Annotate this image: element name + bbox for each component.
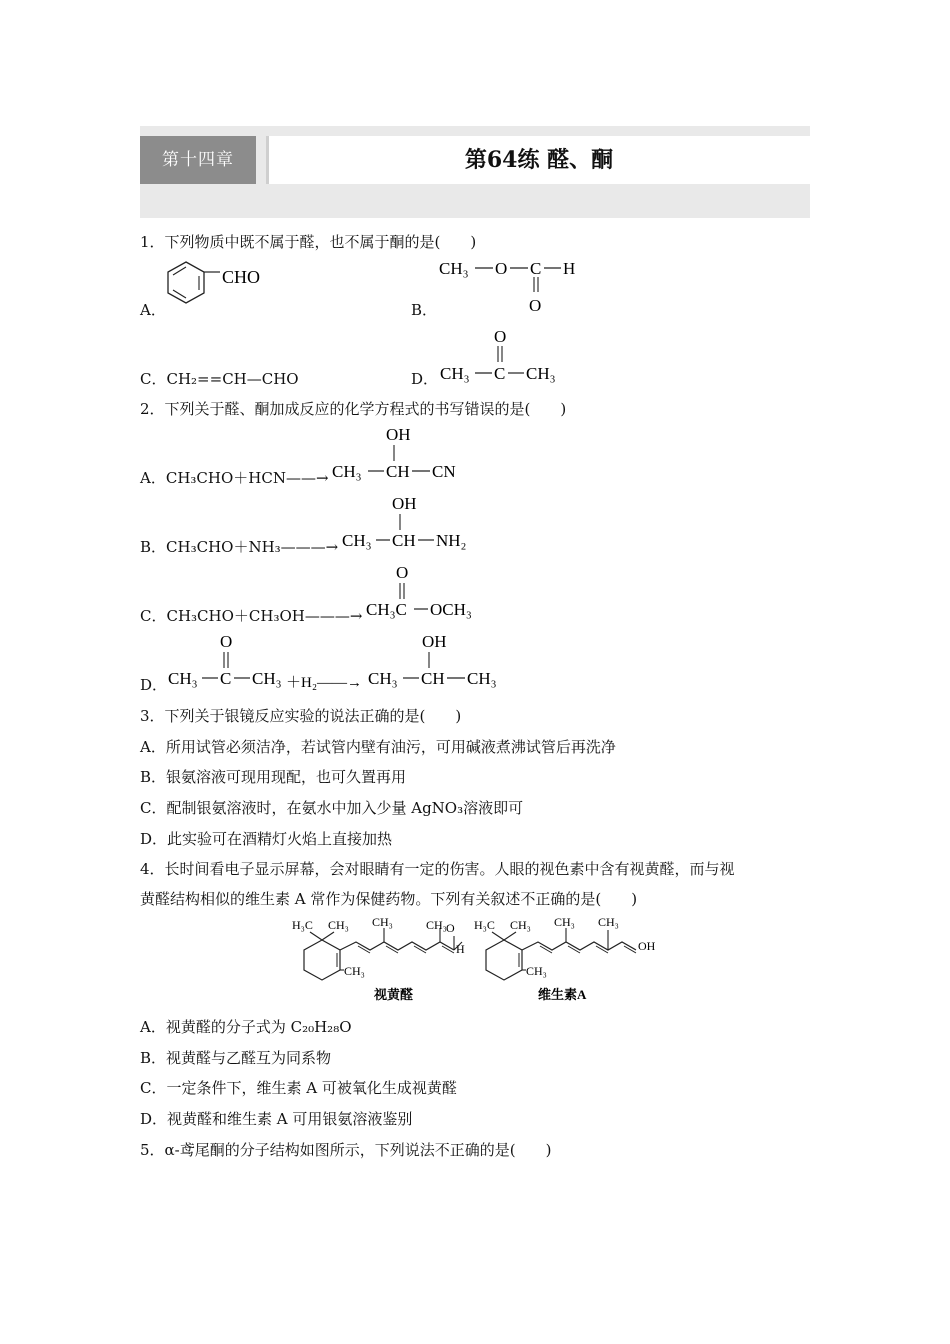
cyano-group: CN: [432, 462, 456, 481]
q2-option-a-equation: [140, 467, 329, 488]
ch-group: CH: [392, 531, 416, 550]
hydrogen-atom: H: [563, 259, 576, 278]
methyl-group: CH₃: [332, 462, 362, 481]
q3-option-c: C．配制银氨溶液时，在氨水中加入少量 AgNO₃溶液即可: [140, 799, 524, 817]
oxygen-atom: O: [495, 259, 508, 278]
q2-option-d-label: D．: [140, 676, 168, 694]
ch-group: CH: [421, 669, 445, 688]
q3-option-d: D．此实验可在酒精灯火焰上直接加热: [140, 830, 393, 848]
q2-option-c-equation: [140, 605, 362, 626]
q2-option-b-label: B．: [140, 538, 167, 556]
q2-option-b-equation: [140, 536, 338, 557]
methyl-label: CH₃: [372, 915, 393, 929]
bond: [492, 932, 504, 940]
carbon-atom: C: [530, 259, 542, 278]
methyl-group: CH₃: [368, 669, 398, 688]
q2-option-c-label: C．: [140, 607, 167, 625]
polyene-chain: [522, 942, 636, 950]
q1-option-c-label: C．: [140, 370, 167, 388]
question-4-stem-line-1: 4．长时间看电子显示屏幕，会对眼睛有一定的伤害。人眼的视色素中含有视黄醛，而与视: [140, 860, 735, 878]
aldehyde-group: CHO: [222, 267, 261, 287]
methyl-label: CH₃: [328, 918, 349, 932]
question-1-stem: 1．下列物质中既不属于醛，也不属于酮的是( ): [140, 233, 477, 251]
hydroxyl-group: OH: [386, 425, 411, 444]
methyl-group: CH₃: [342, 531, 372, 550]
q1-option-c-formula: CH₂==CH—CHO: [166, 370, 299, 388]
carbonyl-oxygen: O: [494, 327, 507, 346]
q4-option-b: B．视黄醛与乙醛互为同系物: [140, 1049, 332, 1067]
question-2-stem: 2．下列关于醛、酮加成反应的化学方程式的书写错误的是( ): [140, 400, 567, 418]
carbonyl-oxygen: O: [220, 632, 233, 651]
methyl-label: CH₃: [598, 915, 619, 929]
q1-option-d-label: D．: [411, 370, 439, 388]
bond: [322, 932, 334, 940]
methyl-group: CH₃: [467, 669, 497, 688]
oxygen-label: O: [446, 921, 455, 935]
q2-option-a-label: A．: [140, 469, 166, 487]
methyl-label: H₃C: [474, 918, 495, 932]
methyl-group: CH₃: [168, 669, 198, 688]
q2-option-a-product: [328, 423, 478, 485]
bond: [504, 932, 516, 940]
amino-group: NH₂: [436, 531, 467, 550]
carbonyl-oxygen: O: [396, 563, 409, 582]
bond: [310, 932, 322, 940]
hydroxyl-group: OH: [422, 632, 447, 651]
methyl-group: CH₃: [252, 669, 282, 688]
reactants: CH₃CHO＋NH₃———→: [166, 538, 339, 556]
methyl-label: CH₃: [426, 918, 447, 932]
methyl-label: CH₃: [510, 918, 531, 932]
methyl-group: CH₃: [440, 364, 470, 383]
retinal-structure: [292, 915, 465, 1002]
page-title: 第64练 醛、酮: [464, 147, 614, 173]
chapter-banner: [140, 126, 810, 218]
question-3-stem: 3．下列关于银镜反应实验的说法正确的是( ): [140, 707, 462, 725]
acetyl-carbon: CH₃C: [366, 600, 407, 619]
cyclohexene-ring: [304, 940, 340, 980]
ch-group: CH: [386, 462, 410, 481]
title-box: [266, 136, 813, 184]
q4-structures-figure: [290, 912, 670, 1008]
q2-option-d-equation: [164, 630, 509, 694]
q4-option-a: A．视黄醛的分子式为 C₂₀H₂₈O: [140, 1018, 352, 1036]
q4-option-d: D．视黄醛和维生素 A 可用银氨溶液鉴别: [140, 1110, 413, 1128]
q2-option-c-product: [362, 561, 492, 623]
methyl-label: CH₃: [554, 915, 575, 929]
q4-option-c: C．一定条件下，维生素 A 可被氧化生成视黄醛: [140, 1079, 457, 1097]
carbonyl-oxygen: O: [529, 296, 542, 315]
polyene-chain: [340, 942, 454, 950]
chapter-label: 第十四章: [140, 136, 256, 184]
reactants: CH₃CHO＋HCN——→: [165, 469, 329, 487]
carbon-atom: C: [220, 669, 232, 688]
cyclohexene-ring: [486, 940, 522, 980]
methyl-group: CH₃: [439, 259, 469, 278]
reactants: CH₃CHO＋CH₃OH———→: [166, 607, 363, 625]
vitamin-a-structure: [474, 915, 656, 1002]
q1-option-a-label: A．: [140, 301, 166, 319]
reagent-and-arrow: ＋H₂——→: [286, 675, 363, 691]
methoxy-group: OCH₃: [430, 600, 472, 619]
carbon-atom: C: [494, 364, 506, 383]
methyl-group: CH₃: [526, 364, 556, 383]
methyl-label: CH₃: [526, 964, 547, 978]
hydroxyl-label: OH: [638, 939, 656, 953]
q1-option-d-structure: [436, 324, 576, 386]
methyl-label: CH₃: [344, 964, 365, 978]
q1-option-a-structure: [158, 256, 288, 320]
retinal-caption: 视黄醛: [374, 987, 414, 1002]
hydroxyl-group: OH: [392, 494, 417, 513]
hydrogen-label: H: [456, 942, 465, 956]
q2-option-b-product: [338, 492, 488, 554]
q3-option-b: B．银氨溶液可现用现配，也可久置再用: [140, 768, 407, 786]
q1-option-c: [140, 368, 299, 389]
q3-option-a: A．所用试管必须洁净，若试管内壁有油污，可用碱液煮沸试管后再洗净: [140, 738, 616, 756]
q1-option-b-structure: [435, 255, 595, 317]
methyl-label: H₃C: [292, 918, 313, 932]
vitamin-a-caption: 维生素A: [538, 987, 587, 1002]
q1-option-b-label: B．: [411, 301, 438, 319]
question-5-stem: 5．α-鸢尾酮的分子结构如图所示，下列说法不正确的是( ): [140, 1141, 552, 1159]
question-4-stem-line-2: 黄醛结构相似的维生素 A 常作为保健药物。下列有关叙述不正确的是( ): [140, 890, 638, 908]
